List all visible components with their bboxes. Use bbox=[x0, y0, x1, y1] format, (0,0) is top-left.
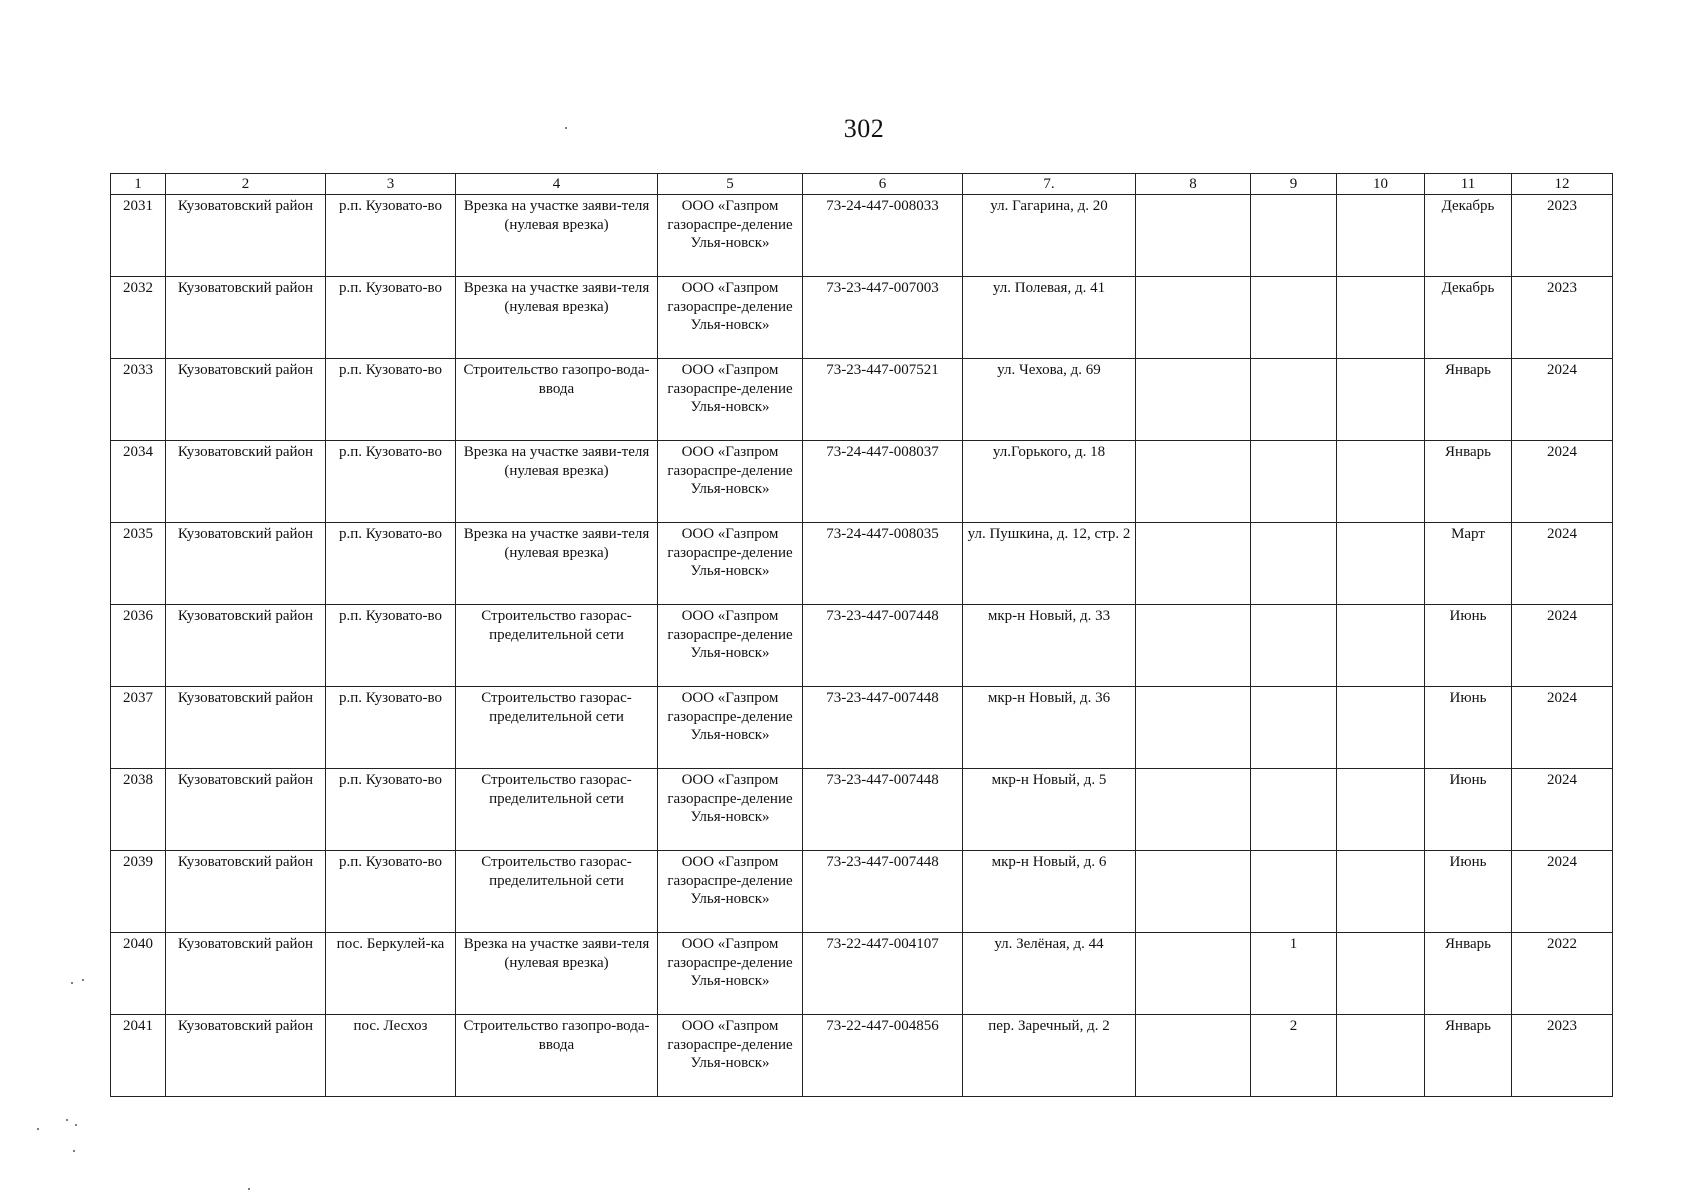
settlement-cell: пос. Беркулей-ка bbox=[326, 933, 456, 1015]
column8-cell bbox=[1136, 933, 1251, 1015]
district-cell: Кузоватовский район bbox=[166, 523, 326, 605]
column9-cell bbox=[1251, 195, 1337, 277]
address-cell: ул. Пушкина, д. 12, стр. 2 bbox=[963, 523, 1136, 605]
address-cell: мкр-н Новый, д. 33 bbox=[963, 605, 1136, 687]
table-row bbox=[111, 195, 1613, 277]
column9-cell bbox=[1251, 277, 1337, 359]
column10-cell bbox=[1337, 687, 1425, 769]
month-cell: Январь bbox=[1425, 441, 1512, 523]
district-cell: Кузоватовский район bbox=[166, 769, 326, 851]
column9-cell: 2 bbox=[1251, 1015, 1337, 1097]
row-number-cell: 2036 bbox=[111, 605, 166, 687]
table-row bbox=[111, 523, 1613, 605]
column9-cell bbox=[1251, 769, 1337, 851]
address-cell: ул.Горького, д. 18 bbox=[963, 441, 1136, 523]
column-header: 5 bbox=[658, 174, 803, 195]
district-cell: Кузоватовский район bbox=[166, 687, 326, 769]
table-row bbox=[111, 359, 1613, 441]
settlement-cell: р.п. Кузовато-во bbox=[326, 195, 456, 277]
column10-cell bbox=[1337, 523, 1425, 605]
settlement-cell: р.п. Кузовато-во bbox=[326, 441, 456, 523]
table-row bbox=[111, 687, 1613, 769]
month-cell: Январь bbox=[1425, 933, 1512, 1015]
organization-cell: ООО «Газпром газораспре-деление Улья-новск» bbox=[658, 605, 803, 687]
month-cell: Июнь bbox=[1425, 605, 1512, 687]
district-cell: Кузоватовский район bbox=[166, 195, 326, 277]
settlement-cell: р.п. Кузовато-во bbox=[326, 769, 456, 851]
table-row bbox=[111, 1015, 1613, 1097]
object-code-cell: 73-24-447-008037 bbox=[803, 441, 963, 523]
work-type-cell: Строительство газопро-вода-ввода bbox=[456, 1015, 658, 1097]
row-number-cell: 2034 bbox=[111, 441, 166, 523]
work-type-cell: Строительство газопро-вода-ввода bbox=[456, 359, 658, 441]
object-code-cell: 73-24-447-008035 bbox=[803, 523, 963, 605]
column-header: 2 bbox=[166, 174, 326, 195]
column-header: 6 bbox=[803, 174, 963, 195]
column10-cell bbox=[1337, 933, 1425, 1015]
row-number-cell: 2031 bbox=[111, 195, 166, 277]
column9-cell bbox=[1251, 687, 1337, 769]
column8-cell bbox=[1136, 441, 1251, 523]
district-cell: Кузоватовский район bbox=[166, 851, 326, 933]
address-cell: мкр-н Новый, д. 36 bbox=[963, 687, 1136, 769]
column8-cell bbox=[1136, 769, 1251, 851]
settlement-cell: р.п. Кузовато-во bbox=[326, 277, 456, 359]
column9-cell: 1 bbox=[1251, 933, 1337, 1015]
table-row bbox=[111, 851, 1613, 933]
district-cell: Кузоватовский район bbox=[166, 359, 326, 441]
column10-cell bbox=[1337, 277, 1425, 359]
object-code-cell: 73-23-447-007448 bbox=[803, 687, 963, 769]
column9-cell bbox=[1251, 359, 1337, 441]
column9-cell bbox=[1251, 605, 1337, 687]
settlement-cell: р.п. Кузовато-во bbox=[326, 687, 456, 769]
work-type-cell: Строительство газорас-пределительной сети bbox=[456, 769, 658, 851]
object-code-cell: 73-23-447-007521 bbox=[803, 359, 963, 441]
object-code-cell: 73-23-447-007448 bbox=[803, 851, 963, 933]
address-cell: ул. Зелёная, д. 44 bbox=[963, 933, 1136, 1015]
year-cell: 2024 bbox=[1512, 359, 1613, 441]
organization-cell: ООО «Газпром газораспре-деление Улья-новск» bbox=[658, 523, 803, 605]
year-cell: 2024 bbox=[1512, 441, 1613, 523]
register-table bbox=[110, 173, 1613, 1097]
year-cell: 2022 bbox=[1512, 933, 1613, 1015]
row-number-cell: 2038 bbox=[111, 769, 166, 851]
year-cell: 2024 bbox=[1512, 605, 1613, 687]
column9-cell bbox=[1251, 523, 1337, 605]
table-row bbox=[111, 277, 1613, 359]
organization-cell: ООО «Газпром газораспре-деление Улья-новск» bbox=[658, 277, 803, 359]
organization-cell: ООО «Газпром газораспре-деление Улья-новск» bbox=[658, 769, 803, 851]
row-number-cell: 2033 bbox=[111, 359, 166, 441]
column8-cell bbox=[1136, 195, 1251, 277]
object-code-cell: 73-23-447-007448 bbox=[803, 605, 963, 687]
work-type-cell: Строительство газорас-пределительной сети bbox=[456, 605, 658, 687]
organization-cell: ООО «Газпром газораспре-деление Улья-новск» bbox=[658, 933, 803, 1015]
address-cell: ул. Чехова, д. 69 bbox=[963, 359, 1136, 441]
scan-speck bbox=[37, 1128, 39, 1130]
month-cell: Июнь bbox=[1425, 851, 1512, 933]
month-cell: Декабрь bbox=[1425, 195, 1512, 277]
row-number-cell: 2035 bbox=[111, 523, 166, 605]
work-type-cell: Врезка на участке заяви-теля (нулевая врезка) bbox=[456, 195, 658, 277]
column-header: 8 bbox=[1136, 174, 1251, 195]
column10-cell bbox=[1337, 1015, 1425, 1097]
organization-cell: ООО «Газпром газораспре-деление Улья-новск» bbox=[658, 851, 803, 933]
address-cell: мкр-н Новый, д. 5 bbox=[963, 769, 1136, 851]
column8-cell bbox=[1136, 277, 1251, 359]
organization-cell: ООО «Газпром газораспре-деление Улья-новск» bbox=[658, 687, 803, 769]
address-cell: ул. Гагарина, д. 20 bbox=[963, 195, 1136, 277]
row-number-cell: 2039 bbox=[111, 851, 166, 933]
work-type-cell: Врезка на участке заяви-теля (нулевая врезка) bbox=[456, 277, 658, 359]
row-number-cell: 2040 bbox=[111, 933, 166, 1015]
row-number-cell: 2037 bbox=[111, 687, 166, 769]
column9-cell bbox=[1251, 851, 1337, 933]
settlement-cell: р.п. Кузовато-во bbox=[326, 851, 456, 933]
row-number-cell: 2032 bbox=[111, 277, 166, 359]
scan-speck bbox=[66, 1119, 68, 1121]
object-code-cell: 73-23-447-007003 bbox=[803, 277, 963, 359]
year-cell: 2023 bbox=[1512, 195, 1613, 277]
column-number-row bbox=[111, 174, 1613, 195]
month-cell: Март bbox=[1425, 523, 1512, 605]
column-header: 10 bbox=[1337, 174, 1425, 195]
column-header: 12 bbox=[1512, 174, 1613, 195]
work-type-cell: Врезка на участке заяви-теля (нулевая врезка) bbox=[456, 523, 658, 605]
address-cell: пер. Заречный, д. 2 bbox=[963, 1015, 1136, 1097]
district-cell: Кузоватовский район bbox=[166, 1015, 326, 1097]
column-header: 1 bbox=[111, 174, 166, 195]
settlement-cell: пос. Лесхоз bbox=[326, 1015, 456, 1097]
organization-cell: ООО «Газпром газораспре-деление Улья-новск» bbox=[658, 195, 803, 277]
month-cell: Июнь bbox=[1425, 769, 1512, 851]
column-header: 4 bbox=[456, 174, 658, 195]
work-type-cell: Строительство газорас-пределительной сети bbox=[456, 687, 658, 769]
column10-cell bbox=[1337, 605, 1425, 687]
month-cell: Июнь bbox=[1425, 687, 1512, 769]
column8-cell bbox=[1136, 605, 1251, 687]
scan-speck bbox=[565, 127, 567, 129]
year-cell: 2024 bbox=[1512, 523, 1613, 605]
work-type-cell: Врезка на участке заяви-теля (нулевая врезка) bbox=[456, 441, 658, 523]
work-type-cell: Врезка на участке заяви-теля (нулевая врезка) bbox=[456, 933, 658, 1015]
object-code-cell: 73-23-447-007448 bbox=[803, 769, 963, 851]
month-cell: Январь bbox=[1425, 1015, 1512, 1097]
column-header: 11 bbox=[1425, 174, 1512, 195]
table-row bbox=[111, 441, 1613, 523]
column-header: 7. bbox=[963, 174, 1136, 195]
year-cell: 2024 bbox=[1512, 687, 1613, 769]
address-cell: мкр-н Новый, д. 6 bbox=[963, 851, 1136, 933]
district-cell: Кузоватовский район bbox=[166, 605, 326, 687]
column10-cell bbox=[1337, 441, 1425, 523]
settlement-cell: р.п. Кузовато-во bbox=[326, 605, 456, 687]
object-code-cell: 73-22-447-004107 bbox=[803, 933, 963, 1015]
table-row bbox=[111, 769, 1613, 851]
column10-cell bbox=[1337, 359, 1425, 441]
scan-speck bbox=[71, 982, 73, 984]
column10-cell bbox=[1337, 195, 1425, 277]
page-number: 302 bbox=[843, 114, 885, 143]
object-code-cell: 73-24-447-008033 bbox=[803, 195, 963, 277]
column10-cell bbox=[1337, 851, 1425, 933]
scan-speck bbox=[82, 979, 84, 981]
settlement-cell: р.п. Кузовато-во bbox=[326, 359, 456, 441]
organization-cell: ООО «Газпром газораспре-деление Улья-новск» bbox=[658, 441, 803, 523]
district-cell: Кузоватовский район bbox=[166, 933, 326, 1015]
month-cell: Январь bbox=[1425, 359, 1512, 441]
column8-cell bbox=[1136, 523, 1251, 605]
organization-cell: ООО «Газпром газораспре-деление Улья-новск» bbox=[658, 1015, 803, 1097]
year-cell: 2023 bbox=[1512, 277, 1613, 359]
settlement-cell: р.п. Кузовато-во bbox=[326, 523, 456, 605]
scan-speck bbox=[73, 1150, 75, 1152]
table-row bbox=[111, 605, 1613, 687]
column8-cell bbox=[1136, 359, 1251, 441]
table-row bbox=[111, 933, 1613, 1015]
year-cell: 2023 bbox=[1512, 1015, 1613, 1097]
year-cell: 2024 bbox=[1512, 851, 1613, 933]
year-cell: 2024 bbox=[1512, 769, 1613, 851]
column8-cell bbox=[1136, 687, 1251, 769]
organization-cell: ООО «Газпром газораспре-деление Улья-новск» bbox=[658, 359, 803, 441]
column8-cell bbox=[1136, 1015, 1251, 1097]
object-code-cell: 73-22-447-004856 bbox=[803, 1015, 963, 1097]
district-cell: Кузоватовский район bbox=[166, 441, 326, 523]
work-type-cell: Строительство газорас-пределительной сети bbox=[456, 851, 658, 933]
district-cell: Кузоватовский район bbox=[166, 277, 326, 359]
scan-speck bbox=[75, 1124, 77, 1126]
column-header: 3 bbox=[326, 174, 456, 195]
scan-speck bbox=[248, 1188, 250, 1190]
address-cell: ул. Полевая, д. 41 bbox=[963, 277, 1136, 359]
month-cell: Декабрь bbox=[1425, 277, 1512, 359]
column9-cell bbox=[1251, 441, 1337, 523]
column-header: 9 bbox=[1251, 174, 1337, 195]
row-number-cell: 2041 bbox=[111, 1015, 166, 1097]
column10-cell bbox=[1337, 769, 1425, 851]
column8-cell bbox=[1136, 851, 1251, 933]
